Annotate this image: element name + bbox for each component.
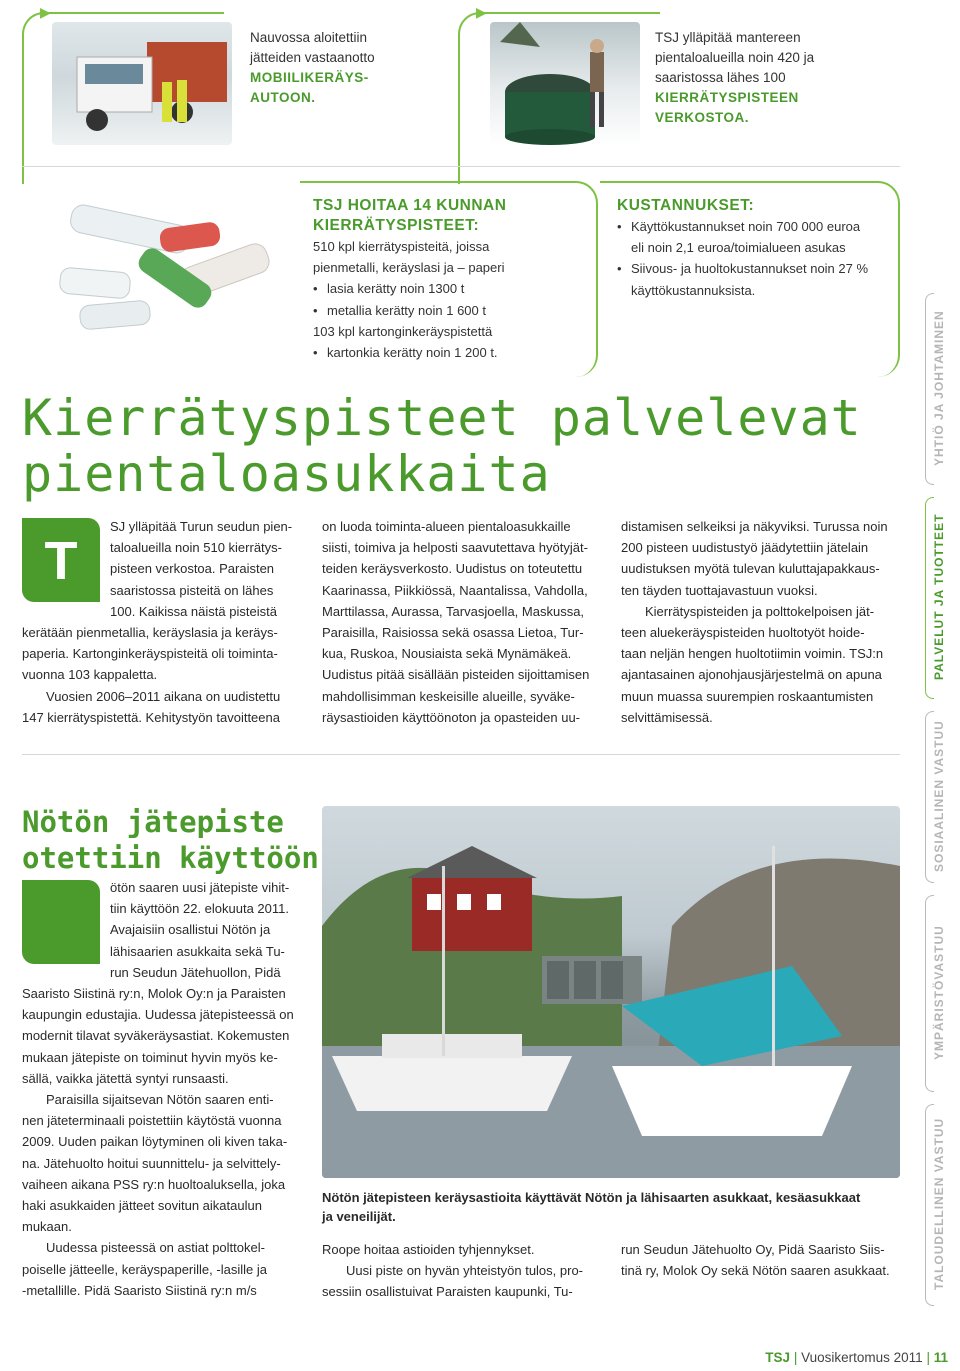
arrow-right-icon: ▶ [40,4,51,20]
article2-col1-line: nen jäteterminaali poistettiin käytöstä vuonna [22,1113,282,1129]
article2-col1-line: modernit tilavat syväkeräysastiat. Kokemusten [22,1028,290,1044]
top-right-text [655,28,814,128]
costs-bullet1b: eli noin 2,1 euroa/toimialueen asukas [631,240,846,256]
article-divider [22,754,900,755]
article1-col1-line: SJ ylläpitää Turun seudun pien- [110,519,293,534]
article1-col2-line: Marttilassa, Aurassa, Tarvasjoella, Maskussa, [322,603,585,619]
article1-col2-line: räysastioiden käyttöönoton ja opasteiden uu- [322,709,581,725]
article2-col1-line: poiselle jätteelle, keräyspaperille, -lasille ja [22,1261,267,1277]
article1-col3 [621,516,901,728]
article2-col1-line: run Seudun Jätehuollon, Pidä [110,964,281,980]
article1-col2 [322,516,602,728]
article1-col2-line: on luoda toiminta-alueen pientaloasukkaille [322,519,571,534]
article2-col1-line: Paraisilla sijaitsevan Nötön saaren enti- [46,1092,274,1108]
article2-col1-line: tiin käyttöön 22. elokuuta 2011. [110,901,289,917]
top-left-line1: Nauvossa aloitettiin [250,30,368,45]
costs-heading: KUSTANNUKSET: [617,197,755,214]
page-title [22,390,862,502]
arrow-right-icon: ▶ [476,4,487,20]
article2-col1-line: Saaristo Siistinä ry:n, Molok Oy:n ja Paraisten [22,986,286,1002]
article2-col1-line: lähisaarien asukkaita sekä Tu- [110,943,285,959]
article1-col1-line: saaristossa pisteitä on lähes [110,582,274,598]
costs-bullet2b: käyttökustannuksista. [631,282,756,298]
page-title-line2: pientaloasukkaita [22,445,551,503]
article1-col2-line: Uudistus pitää sisällään pisteiden sijoittamisen [322,667,590,683]
article1-col1-line: kerätään pienmetallia, keräyslasia ja keräys- [22,625,278,641]
article1-col1-line: Vuosien 2006–2011 aikana on uudistettu [46,688,281,704]
costs-bullet2a: Siivous- ja huoltokustannukset noin 27 % [631,261,869,277]
top-right-line5: VERKOSTOA. [655,110,750,125]
article1-col3-line: muun muassa suurempien roskaantumisten [621,688,874,704]
article1-col2-line: siisti, toimiva ja helposti saavutettava hyötyjät- [322,540,588,556]
top-right-line4: KIERRÄTYSPISTEEN [655,90,799,105]
top-left-text [250,28,375,108]
article2-col1-line: haki asukkaiden jätteet sovitun aikataulun [22,1198,262,1214]
article1-col2-line: kua, Ruskoa, Nousiaista sekä Mynämäkeä. [322,646,572,662]
dropcap-n: N [22,880,100,964]
article2-col2-line: Roope hoitaa astioiden tyhjennykset. [322,1242,535,1257]
info-box-line2: pienmetalli, keräyslasi ja – paperi [313,260,505,276]
article2-col1-line: Uudessa pisteessä on astiat polttokel- [46,1240,265,1256]
top-left-line4: AUTOON. [250,90,316,105]
article2-col2-line: sessiin osallistuivat Paraisten kaupunki, Tu- [322,1284,573,1300]
article1-col2-line: mahdollisimman keskeisille alueille, syväke- [322,688,575,704]
footer-separator: | [793,1350,798,1365]
article2-col1-line: vaiheen aikana PSS ry:n huoltoaluksella, joka [22,1176,286,1192]
article2-col3-line: run Seudun Jätehuolto Oy, Pidä Saaristo Siis- [621,1242,885,1257]
article2-col1-line: 2009. Uuden paikan löytyminen oli kiven taka- [22,1134,288,1150]
page-title-line1: Kierrätyspisteet palvelevat [22,389,862,447]
top-divider [22,166,900,167]
top-right-line1: TSJ ylläpitää mantereen [655,30,801,45]
article2-col1-line: sällä, vaikka jätettä syntyi runsaasti. [22,1070,229,1086]
article2-col1-line: Avajaisiin osallistui Nötön ja [110,922,271,938]
footer-separator: | [926,1350,930,1365]
article1-col3-line: ten täyden tuottajavastuun vuoksi. [621,582,818,598]
article1-col1-line: taloalueilla noin 510 kierrätys- [110,540,282,556]
article2-heading-line1: Nötön jätepiste [22,805,284,839]
sidebar-tab-yhtio[interactable]: YHTIÖ JA JOHTAMINEN [932,310,946,466]
article1-col3-line: ajantasainen ajonohjausjärjestelmä on apuna [621,667,882,683]
article1-col1-line: 100. Kaikissa näistä pisteistä [110,603,277,619]
article1-col2-line: Kaarinassa, Piikkiössä, Naantalissa, Vahdolla, [322,582,588,598]
info-box-bullet1: • lasia kerätty noin 1300 t [313,278,593,299]
footer [765,1349,948,1367]
page-number: 11 [933,1350,948,1365]
article1-col1 [22,516,300,728]
article1-col3-line: distamisen selkeiksi ja näkyviksi. Turussa noin [621,519,888,534]
recycling-bin-photo [490,22,640,145]
info-box-heading2: KIERRÄTYSPISTEET: [313,217,480,234]
article2-col1-line: na. Jätehuolto hoitui suunnittelu- ja selvittely- [22,1155,281,1171]
article2-heading-line2: otettiin käyttöön [22,841,319,875]
article1-col3-line: selvittämisessä. [621,709,713,725]
harbour-photo [322,806,900,1178]
info-box [313,196,593,363]
article1-col2-line: Paraisilla, Raisiossa sekä osassa Lietoa, Tur- [322,625,584,641]
article2-col1-line: kaupungin edustajia. Uudessa jätepisteessä on [22,1007,294,1023]
article2-col1-line: ötön saaren uusi jätepiste vihit- [110,880,290,895]
info-box-line3: 103 kpl kartonginkeräyspistettä [313,323,493,339]
photo-caption [322,1188,900,1226]
dropcap-t: T [22,518,100,602]
article1-col3-line: Kierrätyspisteiden ja polttokelpoisen jät- [645,603,875,619]
caption-line2: ja veneilijät. [322,1209,396,1224]
truck-photo [52,22,232,145]
top-left-line3: MOBIILIKERÄYS- [250,70,369,85]
costs-bullet1a: Käyttökustannukset noin 700 000 euroa [631,219,861,234]
article2-heading [22,804,319,876]
article2-col1-line: mukaan. [22,1219,72,1235]
top-right-line2: pientaloalueilla noin 420 ja [655,50,815,65]
sidebar-tab-taloudellinen[interactable]: TALOUDELLINEN VASTUU [932,1117,946,1291]
sidebar-tab-sosiaalinen[interactable]: SOSIAALINEN VASTUU [932,720,946,872]
article1-col1-line: paperia. Kartonginkeräyspisteitä oli toiminta- [22,646,278,662]
sidebar-tab-palvelut[interactable]: PALVELUT JA TUOTTEET [932,513,946,681]
article1-col3-line: uudistuksen myötä tulevan kuluttajapakkaus- [621,561,880,577]
article2-col1-line: mukaan jätepiste on toiminut hyvin myös ke- [22,1049,278,1065]
info-box-heading1: TSJ HOITAA 14 KUNNAN [313,197,507,214]
article1-col1-line: vuonna 103 kappaletta. [22,667,158,683]
article2-col2-line: Uusi piste on hyvän yhteistyön tulos, pro- [346,1263,584,1279]
article2-col1 [22,877,300,1301]
costs-box [617,196,897,301]
article1-col3-line: taan neljän hengen huoltotiimin voimin. TSJ:n [621,646,884,662]
top-right-line3: saaristossa lähes 100 [655,70,786,85]
article1-col3-line: teen aluekeräyspisteiden huoltotyöt hoide- [621,625,865,641]
article2-col3-line: tinä ry, Molok Oy sekä Nötön saaren asukkaat. [621,1263,890,1279]
bottles-photo [40,195,290,345]
article1-col3-line: 200 pisteen uudistustyö jäädytettiin jätelain [621,540,869,556]
article1-col1-line: pisteen verkostoa. Paraisten [110,561,275,577]
sidebar-tab-ymparisto[interactable]: YMPÄRISTÖVASTUU [932,925,946,1060]
footer-brand: TSJ [765,1350,791,1365]
article2-col2 [322,1239,602,1303]
article2-col3 [621,1239,901,1281]
caption-line1: Nötön jätepisteen keräysastioita käyttävät Nötön ja lähisaarten asukkaat, kesäasukkaat [322,1190,861,1205]
footer-title: Vuosikertomus 2011 [801,1350,923,1365]
info-box-bullet2: • metallia kerätty noin 1 600 t [313,300,593,321]
top-left-line2: jätteiden vastaanotto [250,50,375,65]
article1-col1-line: 147 kierrätyspistettä. Kehitystyön tavoitteena [22,709,280,725]
article1-col2-line: teiden keräysverkosto. Uudistus on toteutettu [322,561,583,577]
info-box-line1: 510 kpl kierrätyspisteitä, joissa [313,239,490,254]
article2-col1-line: -metallille. Pidä Saaristo Siistinä ry:n m/s [22,1282,257,1298]
info-box-bullet3: • kartonkia kerätty noin 1 200 t. [313,342,593,363]
